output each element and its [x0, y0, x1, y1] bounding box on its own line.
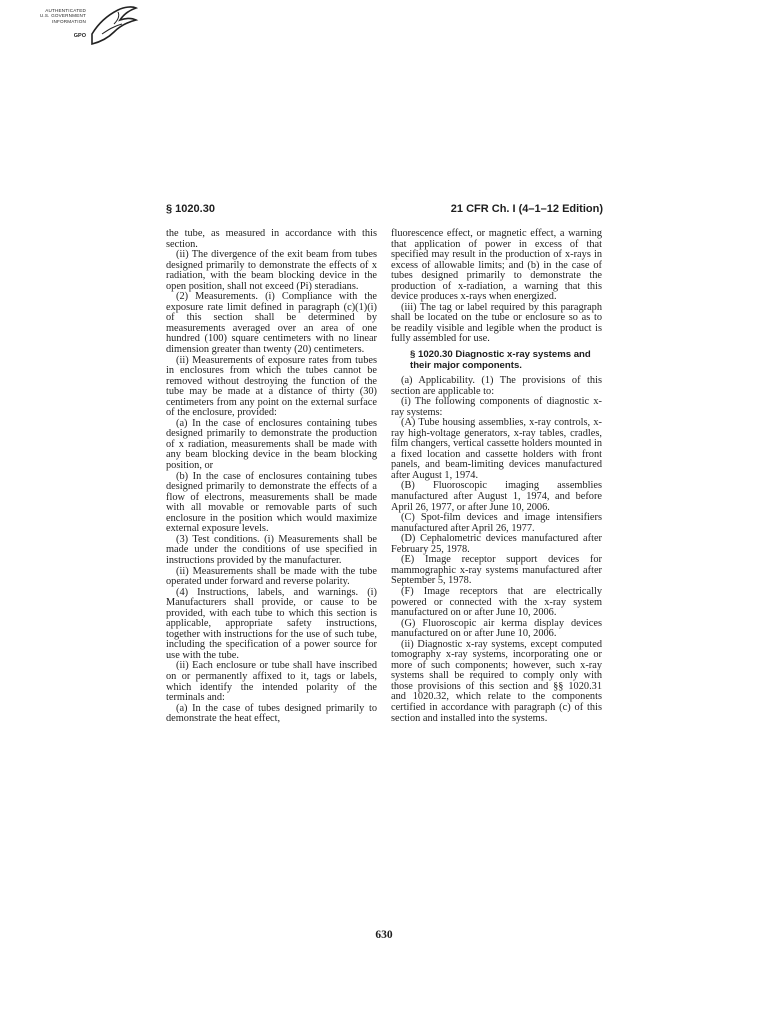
paragraph: (3) Test conditions. (i) Measurements shall be made under the conditions of use specified in instructions provided by the manufacturer.	[166, 533, 377, 566]
paragraph: (a) Applicability. (1) The provisions of this section are applicable to:	[391, 375, 602, 397]
paragraph: (C) Spot-film devices and image intensifiers manufactured after April 26, 1977.	[391, 512, 602, 534]
gpo-authentication-logo	[28, 4, 140, 46]
logo-line: INFORMATION	[51, 18, 86, 24]
eagle-icon	[88, 4, 140, 46]
paragraph: (ii) Measurements of exposure rates from tubes in enclosures from which the tubes cannot be removed without destroying the function of the tube may be made at a distance of thirty (30) centimeters from any point on the external surface of the enclosure, provided:	[166, 354, 377, 419]
paragraph: (iii) The tag or label required by this paragraph shall be located on the tube or enclosure so as to be readily visible and legible when the product is fully assembled for use.	[391, 301, 602, 345]
page-number: 630	[375, 929, 393, 941]
paragraph: (b) In the case of enclosures containing tubes designed primarily to demonstrate the effects of a flow of electrons, measurements shall be made with all movable or removable parts of such enclosure in the position which would maximize external exposure levels.	[166, 470, 377, 535]
paragraph: the tube, as measured in accordance with this section.	[166, 228, 377, 250]
paragraph: (4) Instructions, labels, and warnings. (i) Manufacturers shall provide, or cause to be provided, with each tube to which this section is applicable, appropriate safety instructions, together with instructions for the use of such tube, including the specification of a power source for use with the tube.	[166, 586, 377, 661]
logo-line: U.S. GOVERNMENT	[39, 13, 86, 19]
left-column	[166, 229, 377, 725]
paragraph: (i) The following components of diagnostic x-ray systems:	[391, 396, 602, 418]
paragraph: (ii) Each enclosure or tube shall have inscribed on or permanently affixed to it, tags or labels, which identify the intended polarity of the terminals and:	[166, 660, 377, 704]
paragraph: (G) Fluoroscopic air kerma display devices manufactured on or after June 10, 2006.	[391, 617, 602, 640]
paragraph: (A) Tube housing assemblies, x-ray controls, x-ray high-voltage generators, x-ray tables, cradles, film changers, vertical cassette holders mounted in a fixed location and cassette holders with front panels, and beam-limiting devices manufactured after August 1, 1974.	[391, 417, 602, 481]
paragraph: (ii) Measurements shall be made with the tube operated under forward and reverse polarity.	[166, 565, 377, 588]
logo-gpo: GPO	[73, 33, 86, 39]
paragraph: (E) Image receptor support devices for mammographic x-ray systems manufactured after September 5, 1978.	[391, 554, 602, 587]
right-column	[391, 229, 602, 724]
logo-line: AUTHENTICATED	[45, 8, 86, 13]
paragraph: (a) In the case of enclosures containing tubes designed primarily to demonstrate the production of x radiation, measurements shall be made with any beam blocking device in the beam blocking position, or	[166, 417, 377, 472]
logo-text	[28, 8, 86, 24]
cfr-edition: 21 CFR Ch. I (4–1–12 Edition)	[450, 203, 603, 215]
paragraph: (ii) The divergence of the exit beam from tubes designed primarily to demonstrate the effects of x radiation, with the beam blocking device in the open position, shall not exceed (Pi) steradians.	[166, 249, 377, 292]
paragraph: (F) Image receptors that are electrically powered or connected with the x-ray system manufactured on or after June 10, 2006.	[391, 585, 602, 619]
paragraph: (B) Fluoroscopic imaging assemblies manufactured after August 1, 1974, and before April 26, 1977, or after June 10, 2006.	[391, 480, 602, 513]
paragraph: fluorescence effect, or magnetic effect, a warning that application of power in excess of that specified may result in the production of x-rays in excess of allowable limits; and (b) in the case of tubes designed primarily to demonstrate the production of x-radiation, a warning that this device produces x-rays when energized.	[391, 228, 602, 303]
section-heading: § 1020.30 Diagnostic x-ray systems and their major components.	[410, 349, 591, 371]
paragraph: (a) In the case of tubes designed primarily to demonstrate the heat effect,	[166, 702, 377, 725]
paragraph: (2) Measurements. (i) Compliance with the exposure rate limit defined in paragraph (c)(1)(i) of this section shall be determined by measurements averaged over an area of one hundred (100) square centimeters with no linear dimension greater than twenty (20) centimeters.	[166, 291, 377, 356]
running-head	[166, 203, 603, 219]
section-number: § 1020.30	[166, 203, 215, 215]
paragraph: (D) Cephalometric devices manufactured after February 25, 1978.	[391, 533, 602, 555]
paragraph: (ii) Diagnostic x-ray systems, except computed tomography x-ray systems, incorporating one or more of such components; however, such x-ray systems shall be required to comply only with those provisions of this section and §§ 1020.31 and 1020.32, which relate to the components certified in accordance with paragraph (c) of this section and installed into the systems.	[391, 638, 602, 724]
